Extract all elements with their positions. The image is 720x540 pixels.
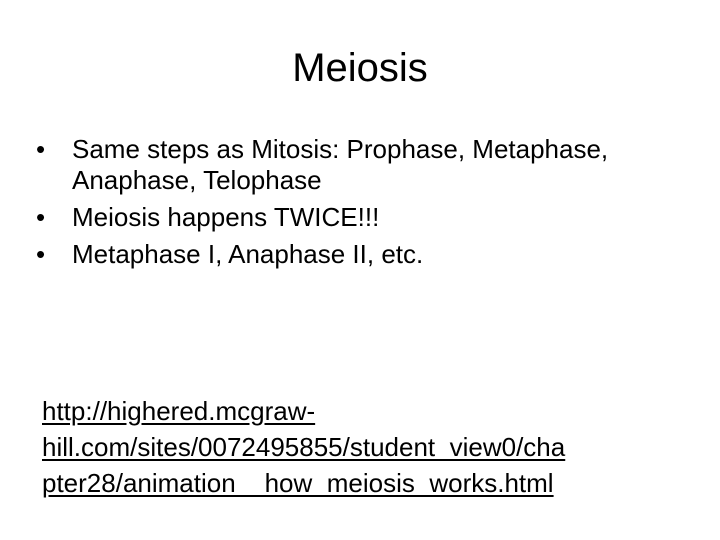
animation-link[interactable] (42, 393, 692, 501)
link-line-2: hill.com/sites/0072495855/student_view0/cha (42, 432, 566, 462)
bullet-marker: • (36, 134, 46, 164)
link-line-3: pter28/animation__how_meiosis_works.html (42, 468, 554, 498)
bullet-text: Meiosis happens TWICE!!! (72, 202, 380, 232)
slide-title: Meiosis (292, 46, 428, 90)
bullet-item (36, 202, 696, 233)
bullet-item (36, 134, 696, 196)
bullet-marker: • (36, 202, 46, 232)
bullet-text: Metaphase I, Anaphase II, etc. (72, 239, 424, 269)
bullet-list (36, 134, 696, 276)
link-line-1: http://highered.mcgraw- (42, 396, 316, 426)
bullet-marker: • (36, 239, 46, 269)
bullet-text: Same steps as Mitosis: Prophase, Metaphase, Anaphase, Telophase (72, 134, 609, 195)
bullet-item (36, 239, 696, 270)
